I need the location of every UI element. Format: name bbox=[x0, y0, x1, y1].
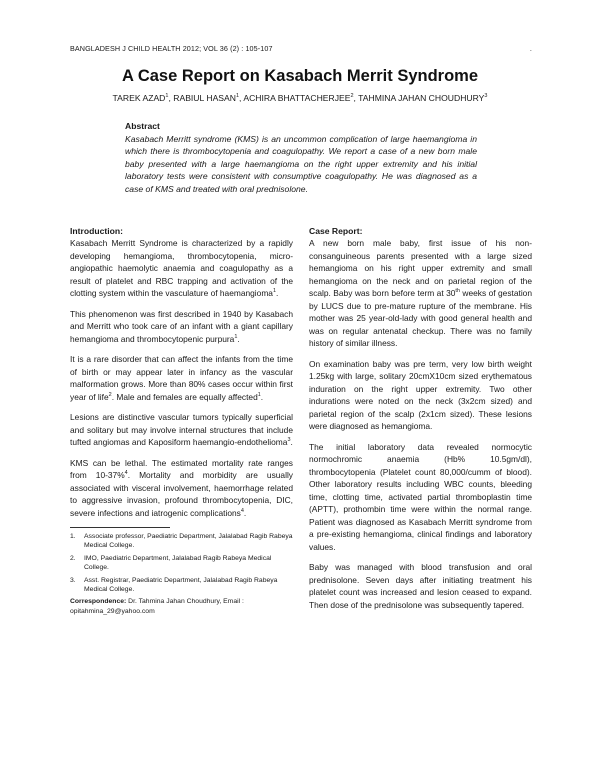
abstract-text: Kasabach Merritt syndrome (KMS) is an uncommon complication of large haemangioma in which there is thrombocytopenia and coagulopathy. We report a case of a new born male baby presented with a large haemangioma on the right upper extremity and his initial laboratory tests were consistent with consumptive coagulopathy. He was diagnosed as a case of KMS and treated with oral prednisolone. bbox=[125, 134, 477, 194]
author-name: RABIUL HASAN bbox=[173, 93, 236, 103]
author-name: ACHIRA BHATTACHERJEE bbox=[243, 93, 351, 103]
correspondence bbox=[70, 597, 293, 616]
case-paragraph: A new born male baby, first issue of his non-consanguineous parents presented with a large sized hemangioma on his right upper extremity and small hemangioma on the neck and on parietal region of the scalp. Baby was born before term at 30th weeks of gestation by LUCS due to pre-mature rupture of the membrane. His mother was 25 year-old-lady with good general health and was on regular antenatal checkup. There was no family history of similar illness. bbox=[309, 238, 532, 348]
intro-paragraph: Kasabach Merritt Syndrome is characterized by a rapidly developing hemangioma, thrombocytopenia, micro-angiopathic haemolytic anaemia and coagulopathy as a result of platelet and RBC trapping and activation of the clotting system within the vasculature of haemangioma$^1$. bbox=[70, 238, 293, 298]
case-paragraph: Baby was managed with blood transfusion and oral prednisolone. Seven days after initiating treatment his platelet count was increased and lesion ceased to expand. Then dose of the prednisolone was subsequently tapered. bbox=[309, 562, 532, 610]
header-dot: . bbox=[529, 44, 532, 53]
author-name: TAREK AZAD bbox=[112, 93, 166, 103]
introduction-heading: Introduction: bbox=[70, 226, 123, 236]
intro-paragraph: This phenomenon was first described in 1940 by Kasabach and Merritt who took care of an infant with a giant capillary hemangioma and thrombocytopenic purpura$^1$. bbox=[70, 308, 293, 344]
author-name: TAHMINA JAHAN CHOUDHURY bbox=[358, 93, 485, 103]
correspondence-label: Correspondence: bbox=[70, 598, 127, 606]
footnote-divider bbox=[70, 527, 170, 528]
footnote: 3. Asst. Registrar, Paediatric Department, Jalalabad Ragib Rabeya Medical College. bbox=[70, 576, 278, 594]
footnotes bbox=[70, 532, 293, 594]
intro-paragraph: It is a rare disorder that can affect the infants from the time of birth or may appear later in infancy as the vascular malformation grows. More than 80% cases occur within first year of life$^2$. Male and females are equally affected$^1$. bbox=[70, 354, 293, 402]
case-report-heading: Case Report: bbox=[309, 226, 363, 236]
journal-citation: BANGLADESH J CHILD HEALTH 2012; VOL 36 (2) : 105-107 bbox=[70, 44, 273, 53]
intro-paragraph: KMS can be lethal. The estimated mortality rate ranges from 10-37%$^4$. Mortality and morbidity are usually associated with visceral involvement, haemorrhage related to aggressive invasion, profound thrombocytopenia, DIC, severe infections and iatrogenic complications$^4$. bbox=[70, 457, 293, 518]
abstract-heading: Abstract bbox=[125, 121, 160, 131]
left-column bbox=[70, 226, 293, 616]
author-list: TAREK AZAD$^1$, RABIUL HASAN$^1$, ACHIRA BHATTACHERJEE$^2$, TAHMINA JAHAN CHOUDHURY$^3$ bbox=[112, 93, 488, 103]
author-affiliation-mark: 3 bbox=[484, 93, 488, 100]
footnote: 1. Associate professor, Paediatric Department, Jalalabad Ragib Rabeya Medical College. bbox=[70, 533, 293, 550]
running-head bbox=[70, 44, 532, 53]
case-paragraph: On examination baby was pre term, very low birth weight 1.25kg with large, solitary 20cmX10cm sized erythematous induration on the right upper extremity. Two other indurations were noted on the neck (3x2cm sized) and parietal region of the scalp (2x1cm sized). These lesions were diagnosed as hemangioma. bbox=[309, 358, 532, 431]
author-affiliation-mark: 1 bbox=[165, 93, 169, 100]
author-affiliation-mark: 2 bbox=[350, 93, 354, 100]
article-title: A Case Report on Kasabach Merrit Syndrome bbox=[121, 67, 479, 85]
case-paragraph: The initial laboratory data revealed normocytic normochromic anaemia (Hb% 10.5gm/dl), thrombocytopenia (Platelet count 80,000/cumm of blood). Other laboratory results including WBC counts, bleeding time, clotting time, activated partial thromboplastin time (APTT), prothombin time were within the normal range. Patient was diagnosed as Kasabach Merritt syndrome from a pre-existing hemangioma, clinical findings and laboratory values. bbox=[309, 441, 532, 552]
author-affiliation-mark: 1 bbox=[235, 93, 240, 100]
footnote: 2. IMO, Paediatric Department, Jalalabad Ragib Rabeya Medical College. bbox=[70, 554, 272, 572]
correspondence-text: Dr. Tahmina Jahan Choudhury, Email : opitahmina_29@yahoo.com bbox=[70, 598, 244, 615]
right-column bbox=[309, 226, 532, 619]
abstract-block bbox=[125, 121, 477, 195]
intro-paragraph: Lesions are distinctive vascular tumors typically superficial and solitary but may involve internal structures that include tufted angiomas and Kaposiform haemangio-endothelioma$^3$. bbox=[70, 412, 293, 447]
